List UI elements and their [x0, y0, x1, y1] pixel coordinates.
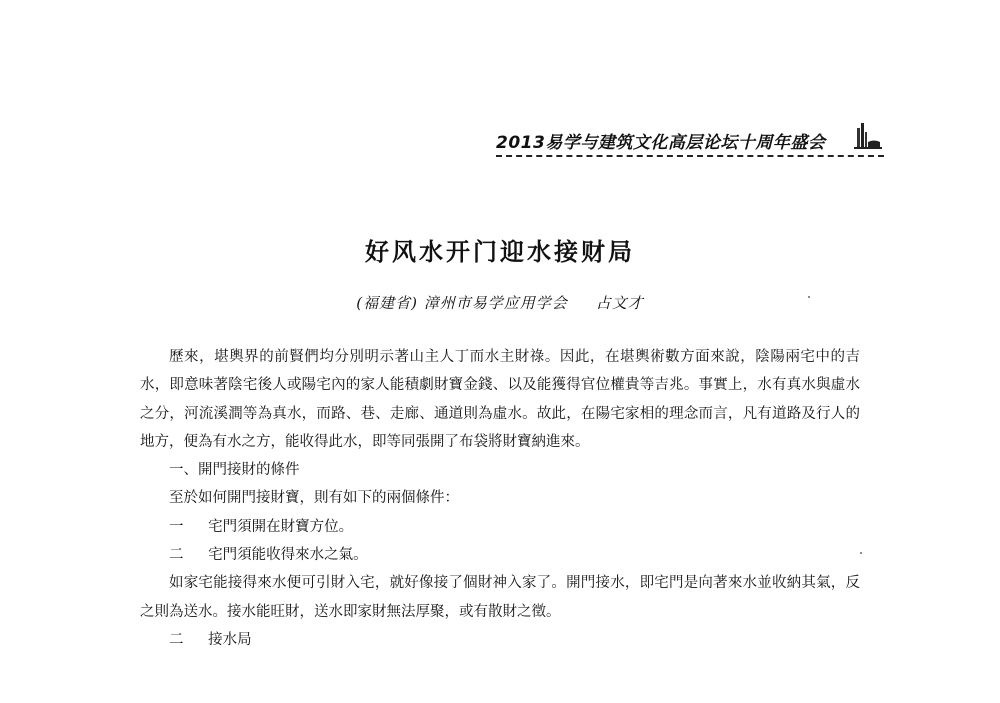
conference-emblem-icon [848, 120, 882, 154]
section-1-intro: 至於如何開門接財寶，則有如下的兩個條件： [169, 490, 459, 507]
article-title: 好风水开门迎水接财局 [365, 237, 635, 266]
byline [0, 292, 1000, 313]
condition-number: 一 [169, 518, 184, 535]
condition-text: 宅門須開在財寶方位。 [208, 518, 354, 535]
byline-organization: 漳州市易学应用学会 [423, 294, 568, 312]
condition-item [140, 541, 860, 569]
running-header [496, 128, 896, 162]
scan-speck [808, 296, 810, 298]
section-2-heading [140, 626, 860, 654]
scan-speck [860, 552, 862, 554]
condition-item [140, 513, 860, 541]
header-dashed-rule [496, 155, 884, 157]
byline-region: (福建省) [356, 294, 418, 312]
paragraph-1: 歷來，堪輿界的前賢們均分別明示著山主人丁而水主財祿。因此，在堪輿術數方面來說，陰陽兩宅中的吉水，即意味著陰宅後人或陽宅內的家人能積劇財寶金錢、以及能獲得官位權貴等吉兆。事實上，水有真水與虛水之分，河流溪澗等為真水，而路、巷、走廊、通道則為虛水。故此，在陽宅家相的理念而言，凡有道路及行人的地方，便為有水之方，能收得此水，即等同張開了布袋將財寶納進來。 [140, 349, 860, 450]
section-2-text: 接水局 [208, 631, 252, 648]
condition-number: 二 [169, 547, 184, 564]
paragraph-2: 如家宅能接得來水便可引財入宅，就好像接了個財神入家了。開門接水，即宅門是向著來水並收納其氣，反之則為送水。接水能旺財，送水即家財無法厚聚，或有散財之徵。 [140, 575, 860, 620]
running-header-title: 2013易学与建筑文化高层论坛十周年盛会 [496, 133, 826, 153]
section-2-number: 二 [169, 631, 184, 648]
byline-author: 占文才 [595, 294, 644, 312]
article-body [140, 343, 860, 654]
condition-text: 宅門須能收得來水之氣。 [208, 547, 368, 564]
section-1-heading: 一、開門接財的條件 [169, 462, 300, 479]
